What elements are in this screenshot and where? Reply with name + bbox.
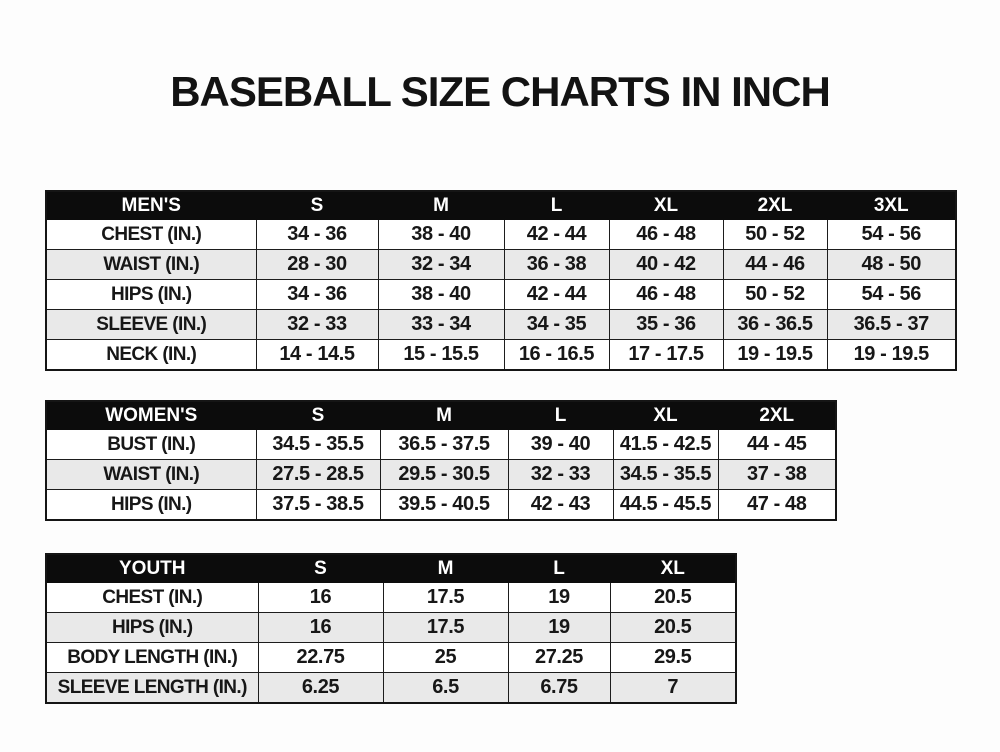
mens-header-cell-s: S [256,191,378,220]
size-value-cell: 54 - 56 [827,280,956,310]
size-value-cell: 44 - 45 [718,430,836,460]
womens-header-cell-l: L [508,401,613,430]
size-label-cell: NECK (IN.) [46,340,256,371]
table-row-womens-hips [46,490,836,521]
size-value-cell: 19 - 19.5 [723,340,827,371]
size-value-cell: 42 - 44 [504,220,609,250]
size-value-cell: 47 - 48 [718,490,836,521]
size-value-cell: 39.5 - 40.5 [380,490,508,521]
youth-header-cell-xl: XL [610,554,736,583]
size-label-cell: SLEEVE LENGTH (IN.) [46,673,258,704]
table-row-mens-hips [46,280,956,310]
youth-header-cell-m: M [383,554,508,583]
size-value-cell: 32 - 34 [378,250,504,280]
size-value-cell: 50 - 52 [723,280,827,310]
size-label-cell: HIPS (IN.) [46,613,258,643]
table-row-womens-bust [46,430,836,460]
size-value-cell: 34 - 36 [256,220,378,250]
size-value-cell: 14 - 14.5 [256,340,378,371]
mens-header-cell-title: MEN'S [46,191,256,220]
table-row-mens-chest [46,220,956,250]
womens-header-cell-xl: XL [613,401,718,430]
mens-header-cell-2xl: 2XL [723,191,827,220]
size-value-cell: 32 - 33 [508,460,613,490]
size-value-cell: 44 - 46 [723,250,827,280]
mens-header-row [46,191,956,220]
womens-header-cell-title: WOMEN'S [46,401,256,430]
size-value-cell: 54 - 56 [827,220,956,250]
youth-size-table [45,553,737,704]
size-value-cell: 34.5 - 35.5 [613,460,718,490]
mens-size-table [45,190,957,371]
size-value-cell: 36 - 36.5 [723,310,827,340]
table-row-mens-neck [46,340,956,371]
table-row-youth-hips [46,613,736,643]
size-label-cell: SLEEVE (IN.) [46,310,256,340]
size-label-cell: BUST (IN.) [46,430,256,460]
size-value-cell: 37.5 - 38.5 [256,490,380,521]
size-value-cell: 35 - 36 [609,310,723,340]
table-row-youth-body-length [46,643,736,673]
size-value-cell: 19 - 19.5 [827,340,956,371]
mens-header-cell-m: M [378,191,504,220]
size-value-cell: 16 [258,613,383,643]
size-value-cell: 37 - 38 [718,460,836,490]
size-value-cell: 27.5 - 28.5 [256,460,380,490]
size-value-cell: 20.5 [610,613,736,643]
size-value-cell: 20.5 [610,583,736,613]
mens-header-cell-l: L [504,191,609,220]
size-value-cell: 29.5 [610,643,736,673]
size-value-cell: 19 [508,583,610,613]
size-value-cell: 32 - 33 [256,310,378,340]
size-value-cell: 22.75 [258,643,383,673]
size-value-cell: 50 - 52 [723,220,827,250]
table-row-mens-waist [46,250,956,280]
size-value-cell: 33 - 34 [378,310,504,340]
size-label-cell: WAIST (IN.) [46,250,256,280]
size-label-cell: CHEST (IN.) [46,220,256,250]
size-value-cell: 16 - 16.5 [504,340,609,371]
youth-header-cell-title: YOUTH [46,554,258,583]
youth-header-row [46,554,736,583]
size-label-cell: BODY LENGTH (IN.) [46,643,258,673]
size-value-cell: 15 - 15.5 [378,340,504,371]
size-value-cell: 6.5 [383,673,508,704]
womens-size-table [45,400,837,521]
size-value-cell: 36 - 38 [504,250,609,280]
mens-header-cell-xl: XL [609,191,723,220]
youth-header-cell-l: L [508,554,610,583]
womens-header-row [46,401,836,430]
size-value-cell: 28 - 30 [256,250,378,280]
size-value-cell: 34.5 - 35.5 [256,430,380,460]
size-value-cell: 40 - 42 [609,250,723,280]
size-value-cell: 46 - 48 [609,220,723,250]
size-value-cell: 6.75 [508,673,610,704]
size-value-cell: 19 [508,613,610,643]
size-value-cell: 16 [258,583,383,613]
size-value-cell: 42 - 43 [508,490,613,521]
size-value-cell: 17 - 17.5 [609,340,723,371]
table-row-youth-chest [46,583,736,613]
size-value-cell: 34 - 36 [256,280,378,310]
womens-header-cell-s: S [256,401,380,430]
size-value-cell: 27.25 [508,643,610,673]
size-value-cell: 44.5 - 45.5 [613,490,718,521]
size-value-cell: 17.5 [383,613,508,643]
youth-header-cell-s: S [258,554,383,583]
mens-header-cell-3xl: 3XL [827,191,956,220]
size-value-cell: 38 - 40 [378,220,504,250]
size-value-cell: 36.5 - 37 [827,310,956,340]
size-label-cell: HIPS (IN.) [46,490,256,521]
size-value-cell: 7 [610,673,736,704]
size-value-cell: 34 - 35 [504,310,609,340]
size-value-cell: 29.5 - 30.5 [380,460,508,490]
table-row-womens-waist [46,460,836,490]
womens-header-cell-2xl: 2XL [718,401,836,430]
size-value-cell: 39 - 40 [508,430,613,460]
womens-header-cell-m: M [380,401,508,430]
size-value-cell: 46 - 48 [609,280,723,310]
size-label-cell: CHEST (IN.) [46,583,258,613]
size-value-cell: 42 - 44 [504,280,609,310]
page-title: BASEBALL SIZE CHARTS IN INCH [170,68,830,115]
size-value-cell: 17.5 [383,583,508,613]
size-value-cell: 48 - 50 [827,250,956,280]
size-value-cell: 41.5 - 42.5 [613,430,718,460]
table-row-youth-sleeve-length [46,673,736,704]
size-value-cell: 38 - 40 [378,280,504,310]
size-label-cell: HIPS (IN.) [46,280,256,310]
size-value-cell: 25 [383,643,508,673]
table-row-mens-sleeve [46,310,956,340]
size-value-cell: 6.25 [258,673,383,704]
size-label-cell: WAIST (IN.) [46,460,256,490]
size-value-cell: 36.5 - 37.5 [380,430,508,460]
